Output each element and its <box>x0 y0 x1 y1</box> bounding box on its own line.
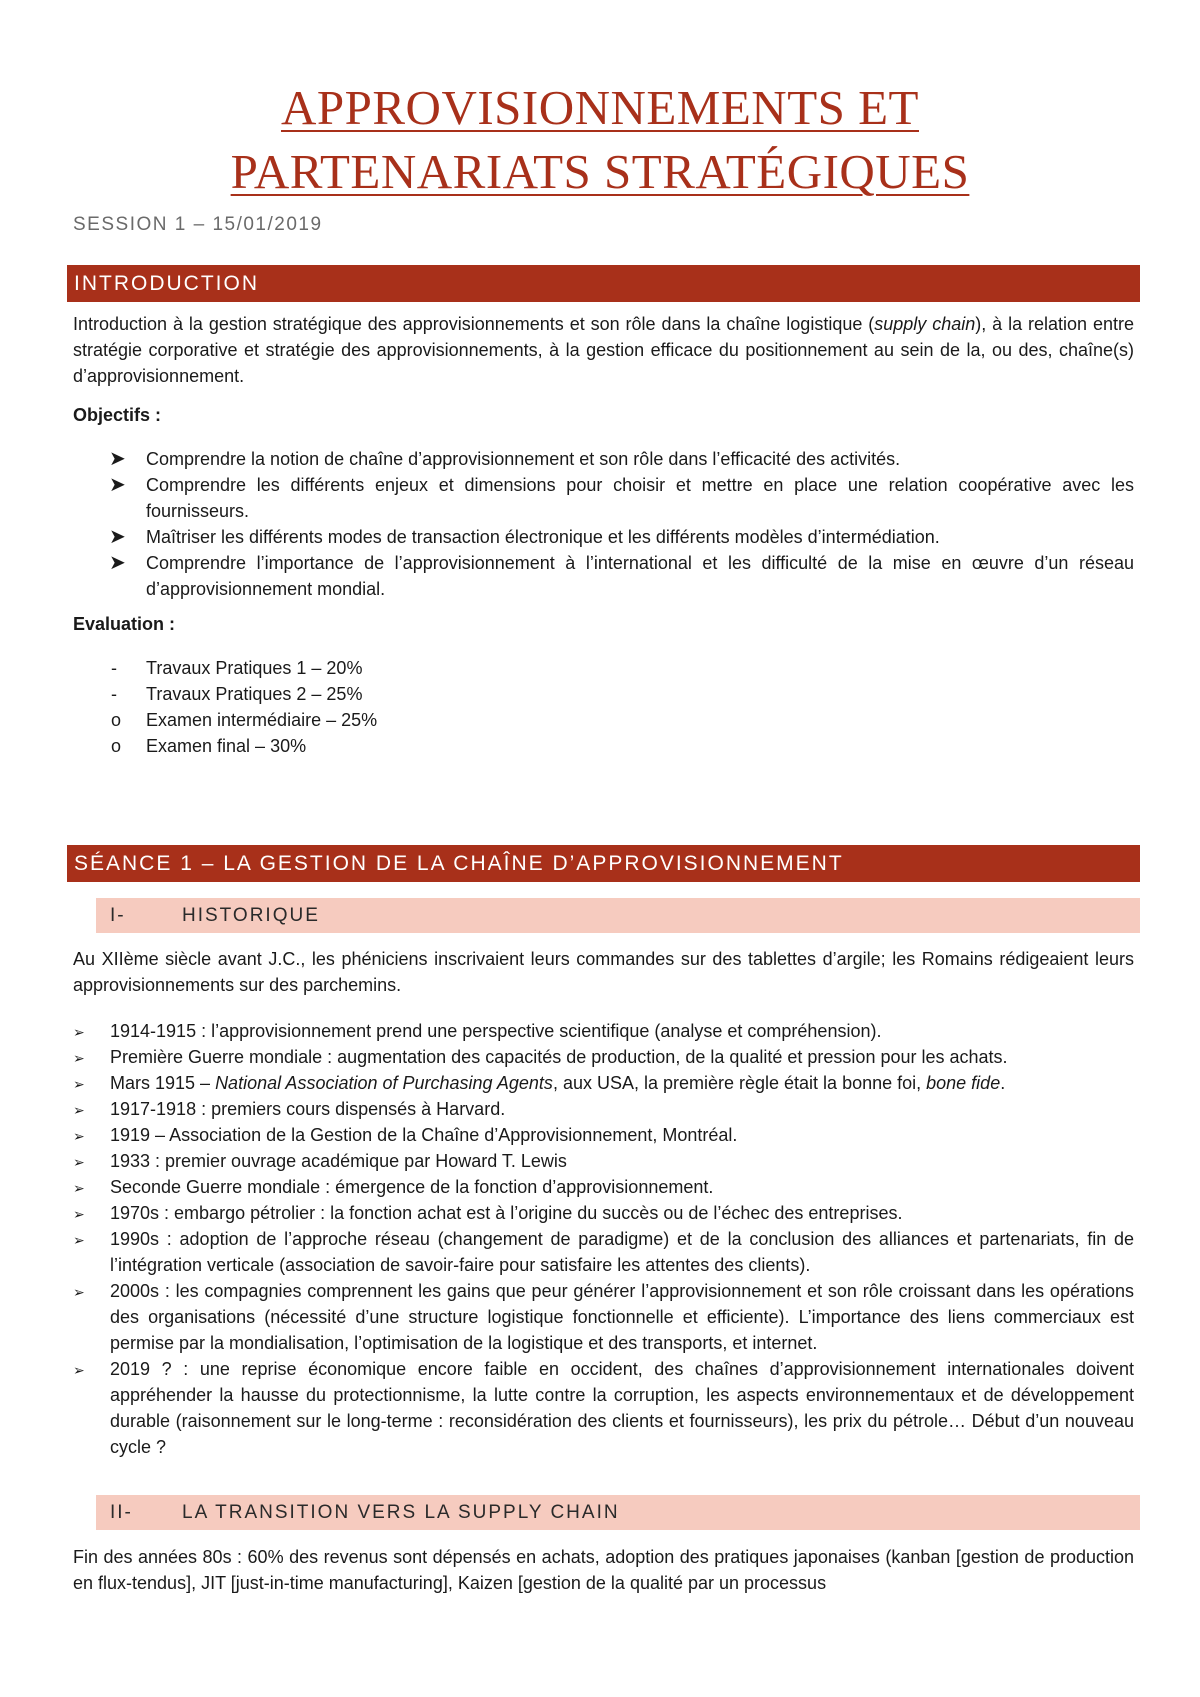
intro-paragraph <box>73 311 1134 389</box>
list-item-text: Seconde Guerre mondiale : émergence de la fonction d’approvisionnement. <box>110 1177 714 1197</box>
arrowhead-bullet-icon: ➤ <box>109 448 126 470</box>
title-line-2: PARTENARIATS STRATÉGIQUES <box>230 144 970 199</box>
intro-text-italic: supply chain <box>874 314 976 334</box>
evaluation-label: Evaluation : <box>73 614 176 634</box>
historique-list <box>73 1018 1134 1460</box>
section-heading-introduction: INTRODUCTION <box>67 265 1140 302</box>
arrowhead-bullet-icon: ➤ <box>109 526 126 548</box>
evaluation-list <box>73 655 1134 759</box>
list-item-text: Comprendre les différents enjeux et dimensions pour choisir et mettre en place une relation coopérative avec les fournisseurs. <box>146 475 1134 521</box>
circle-bullet-icon: o <box>111 710 122 730</box>
list-item <box>73 681 1134 707</box>
list-item-text: 2000s : les compagnies comprennent les gains que peur générer l’approvisionnement et son rôle croissant dans les opérations des organisations (nécessité d’une structure logistique fonctionnelle et efficiente). L’importance des liens commerciaux est permise par la mondialisation, l’optimisation de la logistique et des transports, et internet. <box>110 1281 1134 1353</box>
list-item <box>73 1356 1134 1460</box>
list-item <box>73 733 1134 759</box>
arrowhead-bullet-icon: ➢ <box>73 1076 85 1092</box>
intro-text-part: ), à la relation entre stratégie corporative et stratégie des approvisionnements, à la gestion efficace du positionnement au sein de la, ou des, chaîne(s) d’approvisionnement. <box>73 314 1134 386</box>
document-title <box>60 76 1140 204</box>
arrowhead-bullet-icon: ➤ <box>109 474 126 496</box>
session-subtitle: SESSION 1 – 15/01/2019 <box>73 214 323 235</box>
list-item-italic: National Association of Purchasing Agents <box>215 1073 553 1093</box>
list-item-text: 1990s : adoption de l’approche réseau (changement de paradigme) et de la conclusion des alliances et partenariats, fin de l’intégration verticale (association de savoir-faire pour satisfaire les attentes des clients). <box>110 1229 1134 1275</box>
list-item <box>73 1278 1134 1356</box>
arrowhead-bullet-icon: ➢ <box>73 1154 85 1170</box>
list-item-text: Examen intermédiaire – 25% <box>146 710 378 730</box>
list-item-text: Examen final – 30% <box>146 736 307 756</box>
dash-bullet-icon: - <box>111 684 117 704</box>
list-item-text: Comprendre l’importance de l’approvisionnement à l’international et les difficulté de la mise en œuvre d’un réseau d’approvisionnement mondial. <box>146 553 1134 599</box>
list-item-text: 1919 – Association de la Gestion de la Chaîne d’Approvisionnement, Montréal. <box>110 1125 738 1145</box>
arrowhead-bullet-icon: ➢ <box>73 1232 85 1248</box>
circle-bullet-icon: o <box>111 736 122 756</box>
list-item <box>73 524 1134 550</box>
list-item <box>73 1148 1134 1174</box>
list-item-text: 1970s : embargo pétrolier : la fonction achat est à l’origine du succès ou de l’échec des entreprises. <box>110 1203 903 1223</box>
list-item-text: Comprendre la notion de chaîne d’approvisionnement et son rôle dans l’efficacité des activités. <box>146 449 901 469</box>
objectifs-list <box>73 446 1134 602</box>
list-item-italic: bone fide <box>926 1073 1001 1093</box>
list-item <box>73 707 1134 733</box>
transition-paragraph: Fin des années 80s : 60% des revenus sont dépensés en achats, adoption des pratiques japonaises (kanban [gestion de production en flux-tendus], JIT [just-in-time manufacturing], Kaizen [gestion de la qualité par un processus <box>73 1547 1134 1593</box>
arrowhead-bullet-icon: ➢ <box>73 1024 85 1040</box>
list-item <box>73 1122 1134 1148</box>
subsection-heading-historique <box>96 898 1140 933</box>
list-item <box>73 1226 1134 1278</box>
list-item-text: 1914-1915 : l’approvisionnement prend une perspective scientifique (analyse et compréhension). <box>110 1021 882 1041</box>
objectifs-label: Objectifs : <box>73 405 162 425</box>
list-item <box>73 1200 1134 1226</box>
list-item-text: 1933 : premier ouvrage académique par Howard T. Lewis <box>110 1151 567 1171</box>
list-item-text: Travaux Pratiques 2 – 25% <box>146 684 363 704</box>
historique-paragraph: Au XIIème siècle avant J.C., les phéniciens inscrivaient leurs commandes sur des tablettes d’argile; les Romains rédigeaient leurs approvisionnements sur des parchemins. <box>73 949 1134 995</box>
arrowhead-bullet-icon: ➢ <box>73 1128 85 1144</box>
list-item <box>73 1096 1134 1122</box>
subsection-title: LA TRANSITION VERS LA SUPPLY CHAIN <box>182 1502 620 1523</box>
list-item <box>73 655 1134 681</box>
list-item <box>73 550 1134 602</box>
list-item <box>73 1018 1134 1044</box>
arrowhead-bullet-icon: ➤ <box>109 552 126 574</box>
list-item-text: Travaux Pratiques 1 – 20% <box>146 658 363 678</box>
arrowhead-bullet-icon: ➢ <box>73 1206 85 1222</box>
list-item <box>73 1174 1134 1200</box>
list-item <box>73 446 1134 472</box>
subsection-heading-transition <box>96 1495 1140 1530</box>
arrowhead-bullet-icon: ➢ <box>73 1180 85 1196</box>
dash-bullet-icon: - <box>111 658 117 678</box>
arrowhead-bullet-icon: ➢ <box>73 1102 85 1118</box>
arrowhead-bullet-icon: ➢ <box>73 1284 85 1300</box>
subsection-number: I- <box>110 905 126 926</box>
list-item-text: Mars 1915 – <box>110 1073 216 1093</box>
list-item-text: Première Guerre mondiale : augmentation des capacités de production, de la qualité et pression pour les achats. <box>110 1047 1008 1067</box>
list-item-text: , aux USA, la première règle était la bonne foi, <box>552 1073 927 1093</box>
list-item <box>73 472 1134 524</box>
subsection-number: II- <box>110 1502 133 1523</box>
list-item-text: 2019 ? : une reprise économique encore faible en occident, des chaînes d’approvisionnement internationales doivent appréhender la hausse du protectionnisme, la lutte contre la corruption, les aspects environnementaux et de développement durable (raisonnement sur le long-terme : reconsidération des clients et fournisseurs), les prix du pétrole… Début d’un nouveau cycle ? <box>110 1359 1134 1457</box>
section-heading-seance-1: SÉANCE 1 – LA GESTION DE LA CHAÎNE D’APPROVISIONNEMENT <box>67 845 1140 882</box>
list-item-text: . <box>1000 1073 1006 1093</box>
subsection-title: HISTORIQUE <box>182 905 320 926</box>
arrowhead-bullet-icon: ➢ <box>73 1362 85 1378</box>
intro-text-part: Introduction à la gestion stratégique des approvisionnements et son rôle dans la chaîne logistique ( <box>73 314 875 334</box>
title-line-1: APPROVISIONNEMENTS ET <box>280 80 919 135</box>
list-item <box>73 1070 1134 1096</box>
list-item-text: 1917-1918 : premiers cours dispensés à Harvard. <box>110 1099 506 1119</box>
arrowhead-bullet-icon: ➢ <box>73 1050 85 1066</box>
list-item-text: Maîtriser les différents modes de transaction électronique et les différents modèles d’intermédiation. <box>146 527 940 547</box>
list-item <box>73 1044 1134 1070</box>
